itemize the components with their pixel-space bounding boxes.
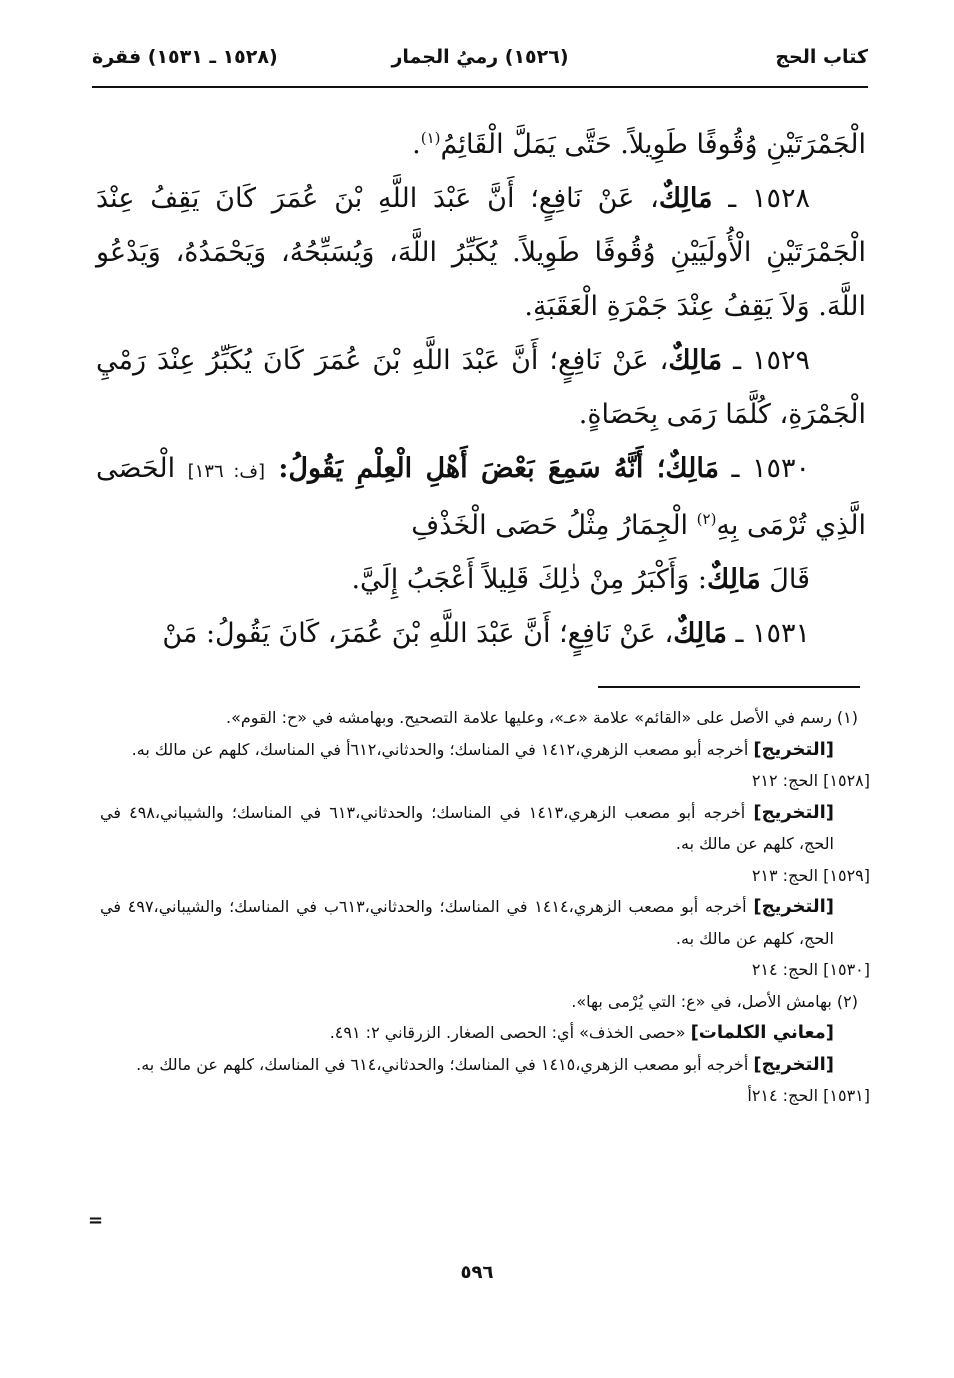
continuation-mark: = xyxy=(88,1210,104,1231)
malik-comment: قَالَ مَالِكٌ: وَأَكْبَرُ مِنْ ذٰلِكَ قَلِيلاً أَعْجَبُ إِلَيَّ. xyxy=(351,564,810,595)
narrator-name: مَالِكٌ xyxy=(673,618,727,649)
hadith-number: ١٥٣١ ـ xyxy=(726,618,810,649)
main-text xyxy=(96,118,866,661)
cross-reference: [١٥٢٨] الحج: ٢١٢ xyxy=(751,771,870,790)
footnote-2: (٢) بهامش الأصل، في «ع: التي يُرْمى بها». xyxy=(571,991,858,1011)
takhrij-label: [التخريج] xyxy=(753,896,835,917)
hadith-number: ١٥٢٩ ـ xyxy=(722,345,810,376)
cross-reference: [١٥٣١] الحج: ٢١٤أ xyxy=(747,1086,870,1105)
takhrij-label: [التخريج] xyxy=(753,801,835,823)
narrator-name: مَالِكٌ xyxy=(665,453,720,484)
hadith-1530: ١٥٣٠ ـ مَالِكٌ؛ أَنَّهُ سَمِعَ بَعْضَ أَهْلِ الْعِلْمِ يَقُولُ: [ف: ١٣٦] الْحَصَى الَّذِي تُرْمَى بِهِ$^{(٢)}$ الْجِمَارُ مِثْلُ حَصَى الْخَذْفِ xyxy=(96,453,866,541)
takhrij-label: [التخريج] xyxy=(753,738,834,760)
takhrij-note: [التخريج] أخرجه أبو مصعب الزهري،١٤١٢ في المناسك؛ والحدثاني،٦١٢أ في المناسك، كلهم عن مالك به. xyxy=(131,738,834,760)
takhrij-label: [التخريج] xyxy=(753,1053,834,1075)
word-meaning-note: [معاني الكلمات] «حصى الخذف» أي: الحصى الصغار. الزرقاني ٢: ٤٩١. xyxy=(329,1022,834,1043)
hadith-1529: ١٥٢٩ ـ مَالِكٌ، عَنْ نَافِعٍ؛ أَنَّ عَبْدَ اللَّهِ بْنَ عُمَرَ كَانَ يُكَبِّرُ عِنْدَ رَمْيِ الْجَمْرَةِ، كُلَّمَا رَمَى بِحَصَاةٍ. xyxy=(96,345,866,430)
takhrij-note: [التخريج] أخرجه أبو مصعب الزهري،١٤١٥ في المناسك؛ والحدثاني،٦١٤ في المناسك، كلهم عن مالك به. xyxy=(136,1053,834,1075)
header-divider xyxy=(92,86,868,88)
footnote-divider xyxy=(598,686,860,688)
cross-reference: [١٥٢٩] الحج: ٢١٣ xyxy=(751,865,870,885)
word-meaning-label: [معاني الكلمات] xyxy=(690,1022,834,1043)
cross-reference: [١٥٣٠] الحج: ٢١٤ xyxy=(751,960,870,979)
footnote-marker-1: (١) xyxy=(420,129,441,147)
header-paragraph-range: (١٥٢٨ ـ ١٥٣١) فقرة xyxy=(92,46,278,68)
running-header xyxy=(92,40,868,80)
hadith-1528: ١٥٢٨ ـ مَالِكٌ، عَنْ نَافِعٍ؛ أَنَّ عَبْدَ اللَّهِ بْنَ عُمَرَ كَانَ يَقِفُ عِنْدَ الْجَمْرَتَيْنِ الْأُولَيَيْنِ وُقُوفًا طَوِيلاً. يُكَبِّرُ اللَّهَ، وَيُسَبِّحُهُ، وَيَحْمَدُهُ، وَيَدْعُو اللَّهَ. وَلاَ يَقِفُ عِنْدَ جَمْرَةِ الْعَقَبَةِ. xyxy=(96,183,866,322)
page-number: ٥٩٦ xyxy=(460,1262,494,1283)
narrator-name: مَالِكٌ xyxy=(658,183,713,214)
hadith-number: ١٥٢٨ ـ xyxy=(712,183,811,214)
takhrij-note: [التخريج] أخرجه أبو مصعب الزهري،١٤١٣ في المناسك؛ والحدثاني،٦١٣ في المناسك؛ والشيباني،٤٩٨ في الحج، كلهم عن مالك به. xyxy=(100,801,835,853)
folio-reference: [ف: ١٣٦] xyxy=(187,461,266,482)
footnote-1: (١) رسم في الأصل على «القائم» علامة «عـ»، وعليها علامة التصحيح. وبهامشه في «ح: القوم». xyxy=(226,708,858,727)
hadith-1531: ١٥٣١ ـ مَالِكٌ، عَنْ نَافِعٍ؛ أَنَّ عَبْدَ اللَّهِ بْنَ عُمَرَ، كَانَ يَقُولُ: مَنْ xyxy=(162,618,810,649)
narrator-name: مَالِكٌ xyxy=(668,345,723,376)
continuation-line: الْجَمْرَتَيْنِ وُقُوفًا طَوِيلاً. حَتَّى يَمَلَّ الْقَائِمُ$^{(١)}$. xyxy=(412,129,866,160)
footnote-marker-2: (٢) xyxy=(696,510,717,528)
hadith-number: ١٥٣٠ ـ xyxy=(719,453,810,484)
header-section-title: (١٥٢٦) رميُ الجمار xyxy=(391,46,569,68)
narrator-name: مَالِكٌ xyxy=(706,564,761,595)
footnotes xyxy=(100,702,870,1112)
header-book-title: كتاب الحج xyxy=(775,46,868,68)
takhrij-note: [التخريج] أخرجه أبو مصعب الزهري،١٤١٤ في المناسك؛ والحدثاني،٦١٣ب في المناسك؛ والشيباني،٤٩٧ في الحج، كلهم عن مالك به. xyxy=(100,896,835,948)
